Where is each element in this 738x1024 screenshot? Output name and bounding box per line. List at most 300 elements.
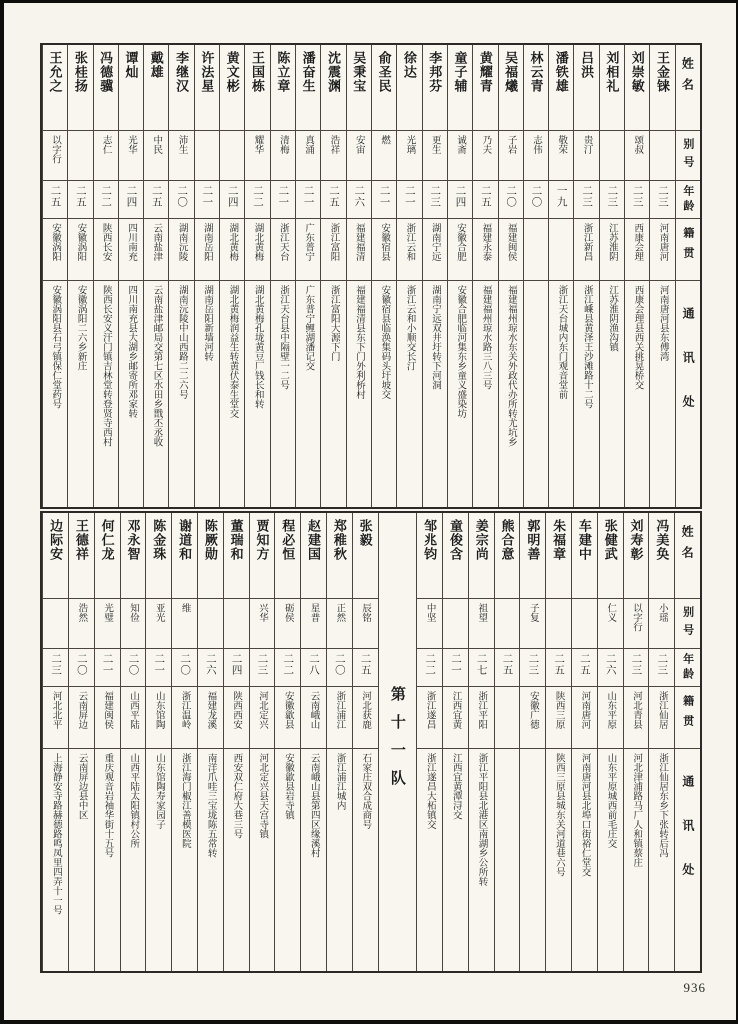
person-age: 二一 (94, 649, 120, 687)
person-name: 陈厥勋 (197, 513, 223, 599)
person-age: 二二 (93, 181, 118, 219)
person-age: 二一 (270, 181, 295, 219)
person-age: 二一 (194, 181, 219, 219)
person-age: 二五 (571, 649, 597, 687)
person-column (468, 513, 494, 971)
person-alias: 知俭 (120, 599, 146, 649)
person-native: 湖北黄梅 (244, 219, 269, 281)
person-alias: 诚斋 (447, 131, 472, 181)
person-native: 福建龙溪 (197, 687, 223, 749)
person-column (599, 45, 624, 507)
person-alias: 正然 (326, 599, 352, 649)
person-address: 山西平陆太阳镇村公所 (120, 749, 146, 971)
person-alias: 仁义 (597, 599, 623, 649)
person-native: 山东馆陶 (145, 687, 171, 749)
person-address (519, 749, 545, 971)
person-age: 二〇 (523, 181, 548, 219)
person-column (472, 45, 497, 507)
person-alias: 浩然 (68, 599, 94, 649)
person-native: 福建闽侯 (498, 219, 523, 281)
person-name: 程必恒 (274, 513, 300, 599)
person-column (42, 45, 67, 507)
person-age: 二〇 (168, 181, 193, 219)
person-column (93, 45, 118, 507)
person-address: 湖南岳阳新墙河转 (194, 281, 219, 507)
person-native: 云南屏边 (68, 687, 94, 749)
person-column (67, 45, 92, 507)
person-column (42, 513, 68, 971)
person-address: 河南唐河县东傅湾 (649, 281, 674, 507)
person-name: 徐达 (396, 45, 421, 131)
person-native: 浙江天台 (270, 219, 295, 281)
person-native: 安徽宿县 (371, 219, 396, 281)
person-column (648, 513, 674, 971)
person-address: 安徽涡阳二六乡新庄 (67, 281, 92, 507)
header-column (674, 513, 700, 971)
person-name: 赵建国 (300, 513, 326, 599)
person-native: 湖南岳阳 (194, 219, 219, 281)
person-native (494, 687, 520, 749)
person-name: 童俊含 (442, 513, 468, 599)
person-column (573, 45, 598, 507)
person-address: 安徽宿县临涣集码头圩坡交 (371, 281, 396, 507)
person-alias: 维 (171, 599, 197, 649)
person-column (623, 513, 649, 971)
person-name: 董瑞和 (223, 513, 249, 599)
person-age: 二五 (494, 649, 520, 687)
person-age: 二〇 (68, 649, 94, 687)
person-address: 石家庄双合成商号 (352, 749, 378, 971)
person-column (519, 513, 545, 971)
person-alias (571, 599, 597, 649)
person-alias: 中民 (143, 131, 168, 181)
person-name: 冯德骥 (93, 45, 118, 131)
person-name: 谢道和 (171, 513, 197, 599)
person-age: 二一 (371, 181, 396, 219)
person-name: 黄文彬 (219, 45, 244, 131)
person-native: 安徽歙县 (274, 687, 300, 749)
person-alias: 真涌 (295, 131, 320, 181)
person-name: 王德祥 (68, 513, 94, 599)
person-native: 河北定兴 (249, 687, 275, 749)
person-column (120, 513, 146, 971)
person-address: 云南峨山县第四区缘溪村 (300, 749, 326, 971)
person-name: 俞圣民 (371, 45, 396, 131)
person-age: 二六 (346, 181, 371, 219)
person-column (219, 45, 244, 507)
person-native: 浙江仙居 (648, 687, 674, 749)
person-name: 林云青 (523, 45, 548, 131)
person-native: 西康会理 (624, 219, 649, 281)
person-address: 陕西长安义汗门镇吉林堂转登贤寺西村 (93, 281, 118, 507)
person-age: 二一 (442, 649, 468, 687)
person-address: 福建福清县东下门外利桥村 (346, 281, 371, 507)
person-alias: 祖望 (468, 599, 494, 649)
person-address: 西康会理县西关挑晃桥交 (624, 281, 649, 507)
person-age: 二三 (648, 649, 674, 687)
person-alias (599, 131, 624, 181)
person-age: 二一 (295, 181, 320, 219)
person-age: 二五 (352, 649, 378, 687)
person-age: 二五 (42, 181, 67, 219)
person-address: 安徽歙县岩寺镇 (274, 749, 300, 971)
person-age: 二二 (244, 181, 269, 219)
person-address: 浙江云和小顺交长汀 (396, 281, 421, 507)
person-native: 河北北平 (42, 687, 68, 749)
person-name: 李继汉 (168, 45, 193, 131)
squad-label: 第十一队 (378, 513, 417, 971)
person-alias: 亚光 (145, 599, 171, 649)
person-column (442, 513, 468, 971)
person-address: 山东平原城西前毛庄交 (597, 749, 623, 971)
person-column (320, 45, 345, 507)
person-alias: 敬荣 (548, 131, 573, 181)
person-name: 刘寿彰 (623, 513, 649, 599)
person-alias: 光华 (118, 131, 143, 181)
person-age: 二五 (320, 181, 345, 219)
person-column (346, 45, 371, 507)
person-native: 浙江遂昌 (416, 687, 442, 749)
person-alias: 以字行 (42, 131, 67, 181)
person-column (171, 513, 197, 971)
person-age: 二二 (416, 649, 442, 687)
person-address: 湖北黄梅润益生转黄伏泰生堂交 (219, 281, 244, 507)
person-alias: 志仁 (93, 131, 118, 181)
person-column (274, 513, 300, 971)
person-age: 二五 (472, 181, 497, 219)
person-name: 王允之 (42, 45, 67, 131)
person-alias (494, 599, 520, 649)
person-address: 湖南宁远双井圩转下河洞 (422, 281, 447, 507)
person-address: 河北定兴县天宫寺镇 (249, 749, 275, 971)
person-age: 二〇 (171, 649, 197, 687)
header-label-name: 姓名 (674, 513, 700, 599)
person-native (523, 219, 548, 281)
person-address: 上海静安寺路赫德路鸣凤里四弄十一号 (42, 749, 68, 971)
person-column (447, 45, 472, 507)
person-name: 张桂扬 (67, 45, 92, 131)
person-address (523, 281, 548, 507)
person-column (118, 45, 143, 507)
person-column (422, 45, 447, 507)
header-label-name: 姓名 (675, 45, 700, 131)
person-address: 云南盐津邮局交第七区水田乡戬丕丞收 (143, 281, 168, 507)
person-native: 浙江温岭 (171, 687, 197, 749)
person-column (396, 45, 421, 507)
person-name: 姜宗尚 (468, 513, 494, 599)
person-name: 吴福爔 (498, 45, 523, 131)
person-name: 黄耀青 (472, 45, 497, 131)
person-name: 朱福章 (545, 513, 571, 599)
person-native: 浙江浦江 (326, 687, 352, 749)
person-name: 李邦芬 (422, 45, 447, 131)
person-alias (194, 131, 219, 181)
person-column (168, 45, 193, 507)
person-native: 浙江新昌 (573, 219, 598, 281)
person-name: 郭明善 (519, 513, 545, 599)
person-column (68, 513, 94, 971)
person-name: 许法星 (194, 45, 219, 131)
person-address: 浙江天台县中隔壁一二号 (270, 281, 295, 507)
person-age: 二三 (42, 649, 68, 687)
person-native: 安徽涡阳 (42, 219, 67, 281)
person-address: 福建福州琼水路三八三号 (472, 281, 497, 507)
person-alias (649, 131, 674, 181)
person-native: 浙江云和 (396, 219, 421, 281)
person-age: 二二 (274, 649, 300, 687)
person-native: 河南唐河 (571, 687, 597, 749)
header-label-address: 通讯处 (675, 281, 700, 507)
person-column (300, 513, 326, 971)
person-age: 二四 (118, 181, 143, 219)
person-age: 二五 (545, 649, 571, 687)
person-column (498, 45, 523, 507)
person-alias (442, 599, 468, 649)
person-column (223, 513, 249, 971)
person-address: 浙江仙居东乡下张转后冯 (648, 749, 674, 971)
person-age: 二八 (300, 649, 326, 687)
person-column (197, 513, 223, 971)
person-age: 二〇 (326, 649, 352, 687)
header-label-address: 通讯处 (674, 749, 700, 971)
person-name: 贾知方 (249, 513, 275, 599)
person-name: 戴雄 (143, 45, 168, 131)
person-native: 陕西西安 (223, 687, 249, 749)
person-address: 山东馆陶寿家园子 (145, 749, 171, 971)
person-alias: 安宙 (346, 131, 371, 181)
person-column (545, 513, 571, 971)
person-column (244, 45, 269, 507)
person-column (145, 513, 171, 971)
person-native: 陕西长安 (93, 219, 118, 281)
person-age: 二一 (145, 649, 171, 687)
person-age: 二六 (197, 649, 223, 687)
person-address: 浙江嵊县黄泽王沙滩路十二号 (573, 281, 598, 507)
person-alias (545, 599, 571, 649)
page-number: 936 (683, 980, 706, 995)
person-column (295, 45, 320, 507)
person-native: 福建福清 (346, 219, 371, 281)
person-name: 边际安 (42, 513, 68, 599)
person-alias: 小瑶 (648, 599, 674, 649)
person-age: 二四 (223, 649, 249, 687)
person-name: 车建中 (571, 513, 597, 599)
roster-table-bottom (40, 511, 702, 973)
person-age: 二五 (67, 181, 92, 219)
person-age: 二四 (447, 181, 472, 219)
person-column (649, 45, 674, 507)
person-address: 南洋爪哇三宝垅陈五常转 (197, 749, 223, 971)
person-address: 广东普宁鲤湖潘记交 (295, 281, 320, 507)
person-alias: 贵汀 (573, 131, 598, 181)
person-name: 陈金珠 (145, 513, 171, 599)
person-age: 二三 (623, 649, 649, 687)
person-alias: 更生 (422, 131, 447, 181)
person-alias: 清梅 (270, 131, 295, 181)
person-native: 湖北黄梅 (219, 219, 244, 281)
person-native: 湖南沅陵 (168, 219, 193, 281)
person-name: 陈立章 (270, 45, 295, 131)
person-age: 二〇 (120, 649, 146, 687)
person-name: 王金铼 (649, 45, 674, 131)
person-native: 四川南充 (118, 219, 143, 281)
person-column (624, 45, 649, 507)
person-native: 安徽涡阳 (67, 219, 92, 281)
person-age: 二四 (219, 181, 244, 219)
person-address: 浙江平阳县北港区南湖乡公所转 (468, 749, 494, 971)
person-address: 重庆观音岩袖华街十五号 (94, 749, 120, 971)
person-alias: 志伟 (523, 131, 548, 181)
header-label-alias: 别号 (675, 131, 700, 181)
person-alias: 星普 (300, 599, 326, 649)
person-age: 二三 (599, 181, 624, 219)
person-address: 四川南充县大湖乡邮寄所邓家转 (118, 281, 143, 507)
person-alias (67, 131, 92, 181)
header-label-alias: 别号 (674, 599, 700, 649)
person-native: 浙江平阳 (468, 687, 494, 749)
person-column (352, 513, 378, 971)
person-column (270, 45, 295, 507)
person-age: 二七 (468, 649, 494, 687)
person-name: 吕洪 (573, 45, 598, 131)
person-native: 江苏淮阴 (599, 219, 624, 281)
person-address: 浙江遂昌大柘镇交 (416, 749, 442, 971)
person-native (548, 219, 573, 281)
person-age: 一九 (548, 181, 573, 219)
person-address: 浙江海门椒江善模医院 (171, 749, 197, 971)
person-age: 二三 (573, 181, 598, 219)
person-native: 安徽广德 (519, 687, 545, 749)
header-label-age: 年龄 (674, 649, 700, 687)
person-native: 广东普宁 (295, 219, 320, 281)
header-label-native: 籍贯 (675, 219, 700, 281)
person-alias: 辰铭 (352, 599, 378, 649)
person-alias: 沛生 (168, 131, 193, 181)
person-native: 河北青县 (623, 687, 649, 749)
person-address: 福建福州琼水东关外政代办所转尤坑乡 (498, 281, 523, 507)
person-address: 河北津浦路马厂人和镇蔡庄 (623, 749, 649, 971)
person-native: 福建永泰 (472, 219, 497, 281)
person-address: 浙江浦江城内 (326, 749, 352, 971)
person-address: 浙江天台城内东门观音堂前 (548, 281, 573, 507)
person-native: 浙江富阳 (320, 219, 345, 281)
person-name: 刘崇敏 (624, 45, 649, 131)
header-label-native: 籍贯 (674, 687, 700, 749)
person-alias: 光璃 (396, 131, 421, 181)
person-address: 江苏淮阴渔沟镇 (599, 281, 624, 507)
person-alias: 兴华 (249, 599, 275, 649)
person-age: 二三 (649, 181, 674, 219)
person-name: 沈震渊 (320, 45, 345, 131)
person-alias: 乃夫 (472, 131, 497, 181)
person-name: 邓永智 (120, 513, 146, 599)
person-native: 陕西三原 (545, 687, 571, 749)
person-alias: 子复 (519, 599, 545, 649)
person-alias: 光璧 (94, 599, 120, 649)
person-column (494, 513, 520, 971)
person-column (523, 45, 548, 507)
person-native: 河南唐河 (649, 219, 674, 281)
person-alias: 中坚 (416, 599, 442, 649)
person-address: 湖南沅陵中山西路二二六号 (168, 281, 193, 507)
roster-table-top (40, 43, 702, 509)
person-address (494, 749, 520, 971)
person-column (94, 513, 120, 971)
person-native: 江西宜黄 (442, 687, 468, 749)
person-address: 江西宜黄潭浔交 (442, 749, 468, 971)
person-column (571, 513, 597, 971)
header-column (675, 45, 700, 507)
person-column (249, 513, 275, 971)
person-alias (42, 599, 68, 649)
person-address: 陕西三原县城东关河道巷六号 (545, 749, 571, 971)
person-name: 吴秉宝 (346, 45, 371, 131)
person-name: 童子辅 (447, 45, 472, 131)
person-age: 二六 (597, 649, 623, 687)
person-name: 张毅 (352, 513, 378, 599)
person-native: 安徽合肥 (447, 219, 472, 281)
squad-separator-column (378, 513, 417, 971)
person-native: 福建闽侯 (94, 687, 120, 749)
person-alias: 浩祥 (320, 131, 345, 181)
person-name: 邹兆钧 (416, 513, 442, 599)
person-column (371, 45, 396, 507)
person-address: 河南唐河县北埠口街裕仁堂交 (571, 749, 597, 971)
person-age: 二一 (396, 181, 421, 219)
person-native: 云南峨山 (300, 687, 326, 749)
person-age: 二三 (422, 181, 447, 219)
person-column (143, 45, 168, 507)
person-column (194, 45, 219, 507)
person-name: 谭灿 (118, 45, 143, 131)
person-native: 山东平原 (597, 687, 623, 749)
person-address: 安徽涡阳县石弓镇保仁堂药号 (42, 281, 67, 507)
person-age: 二三 (249, 649, 275, 687)
person-name: 王国栋 (244, 45, 269, 131)
person-name: 刘相礼 (599, 45, 624, 131)
person-address: 西安双仁府大巷三号 (223, 749, 249, 971)
person-alias (197, 599, 223, 649)
person-alias: 燃 (371, 131, 396, 181)
person-native: 云南盐津 (143, 219, 168, 281)
person-name: 潘铁雄 (548, 45, 573, 131)
person-alias: 耀华 (244, 131, 269, 181)
person-name: 张健武 (597, 513, 623, 599)
person-age: 二〇 (498, 181, 523, 219)
person-native: 山西平陆 (120, 687, 146, 749)
person-name: 潘奋生 (295, 45, 320, 131)
person-alias: 砺侯 (274, 599, 300, 649)
person-alias (219, 131, 244, 181)
person-column (416, 513, 442, 971)
person-name: 何仁龙 (94, 513, 120, 599)
person-alias: 颂叔 (624, 131, 649, 181)
person-address: 浙江富阳大源下门 (320, 281, 345, 507)
person-native: 河北获鹿 (352, 687, 378, 749)
person-address: 湖北黄梅孔垅黄豆厂钱长和转 (244, 281, 269, 507)
person-column (548, 45, 573, 507)
person-address: 云南屏边县中区 (68, 749, 94, 971)
person-name: 熊合意 (494, 513, 520, 599)
person-age: 二五 (143, 181, 168, 219)
person-age: 二三 (624, 181, 649, 219)
person-native: 湖南宁远 (422, 219, 447, 281)
person-name: 冯美奂 (648, 513, 674, 599)
header-label-age: 年龄 (675, 181, 700, 219)
person-alias (223, 599, 249, 649)
person-column (597, 513, 623, 971)
person-address: 安徽合肥临河集东乡童义盛染坊 (447, 281, 472, 507)
